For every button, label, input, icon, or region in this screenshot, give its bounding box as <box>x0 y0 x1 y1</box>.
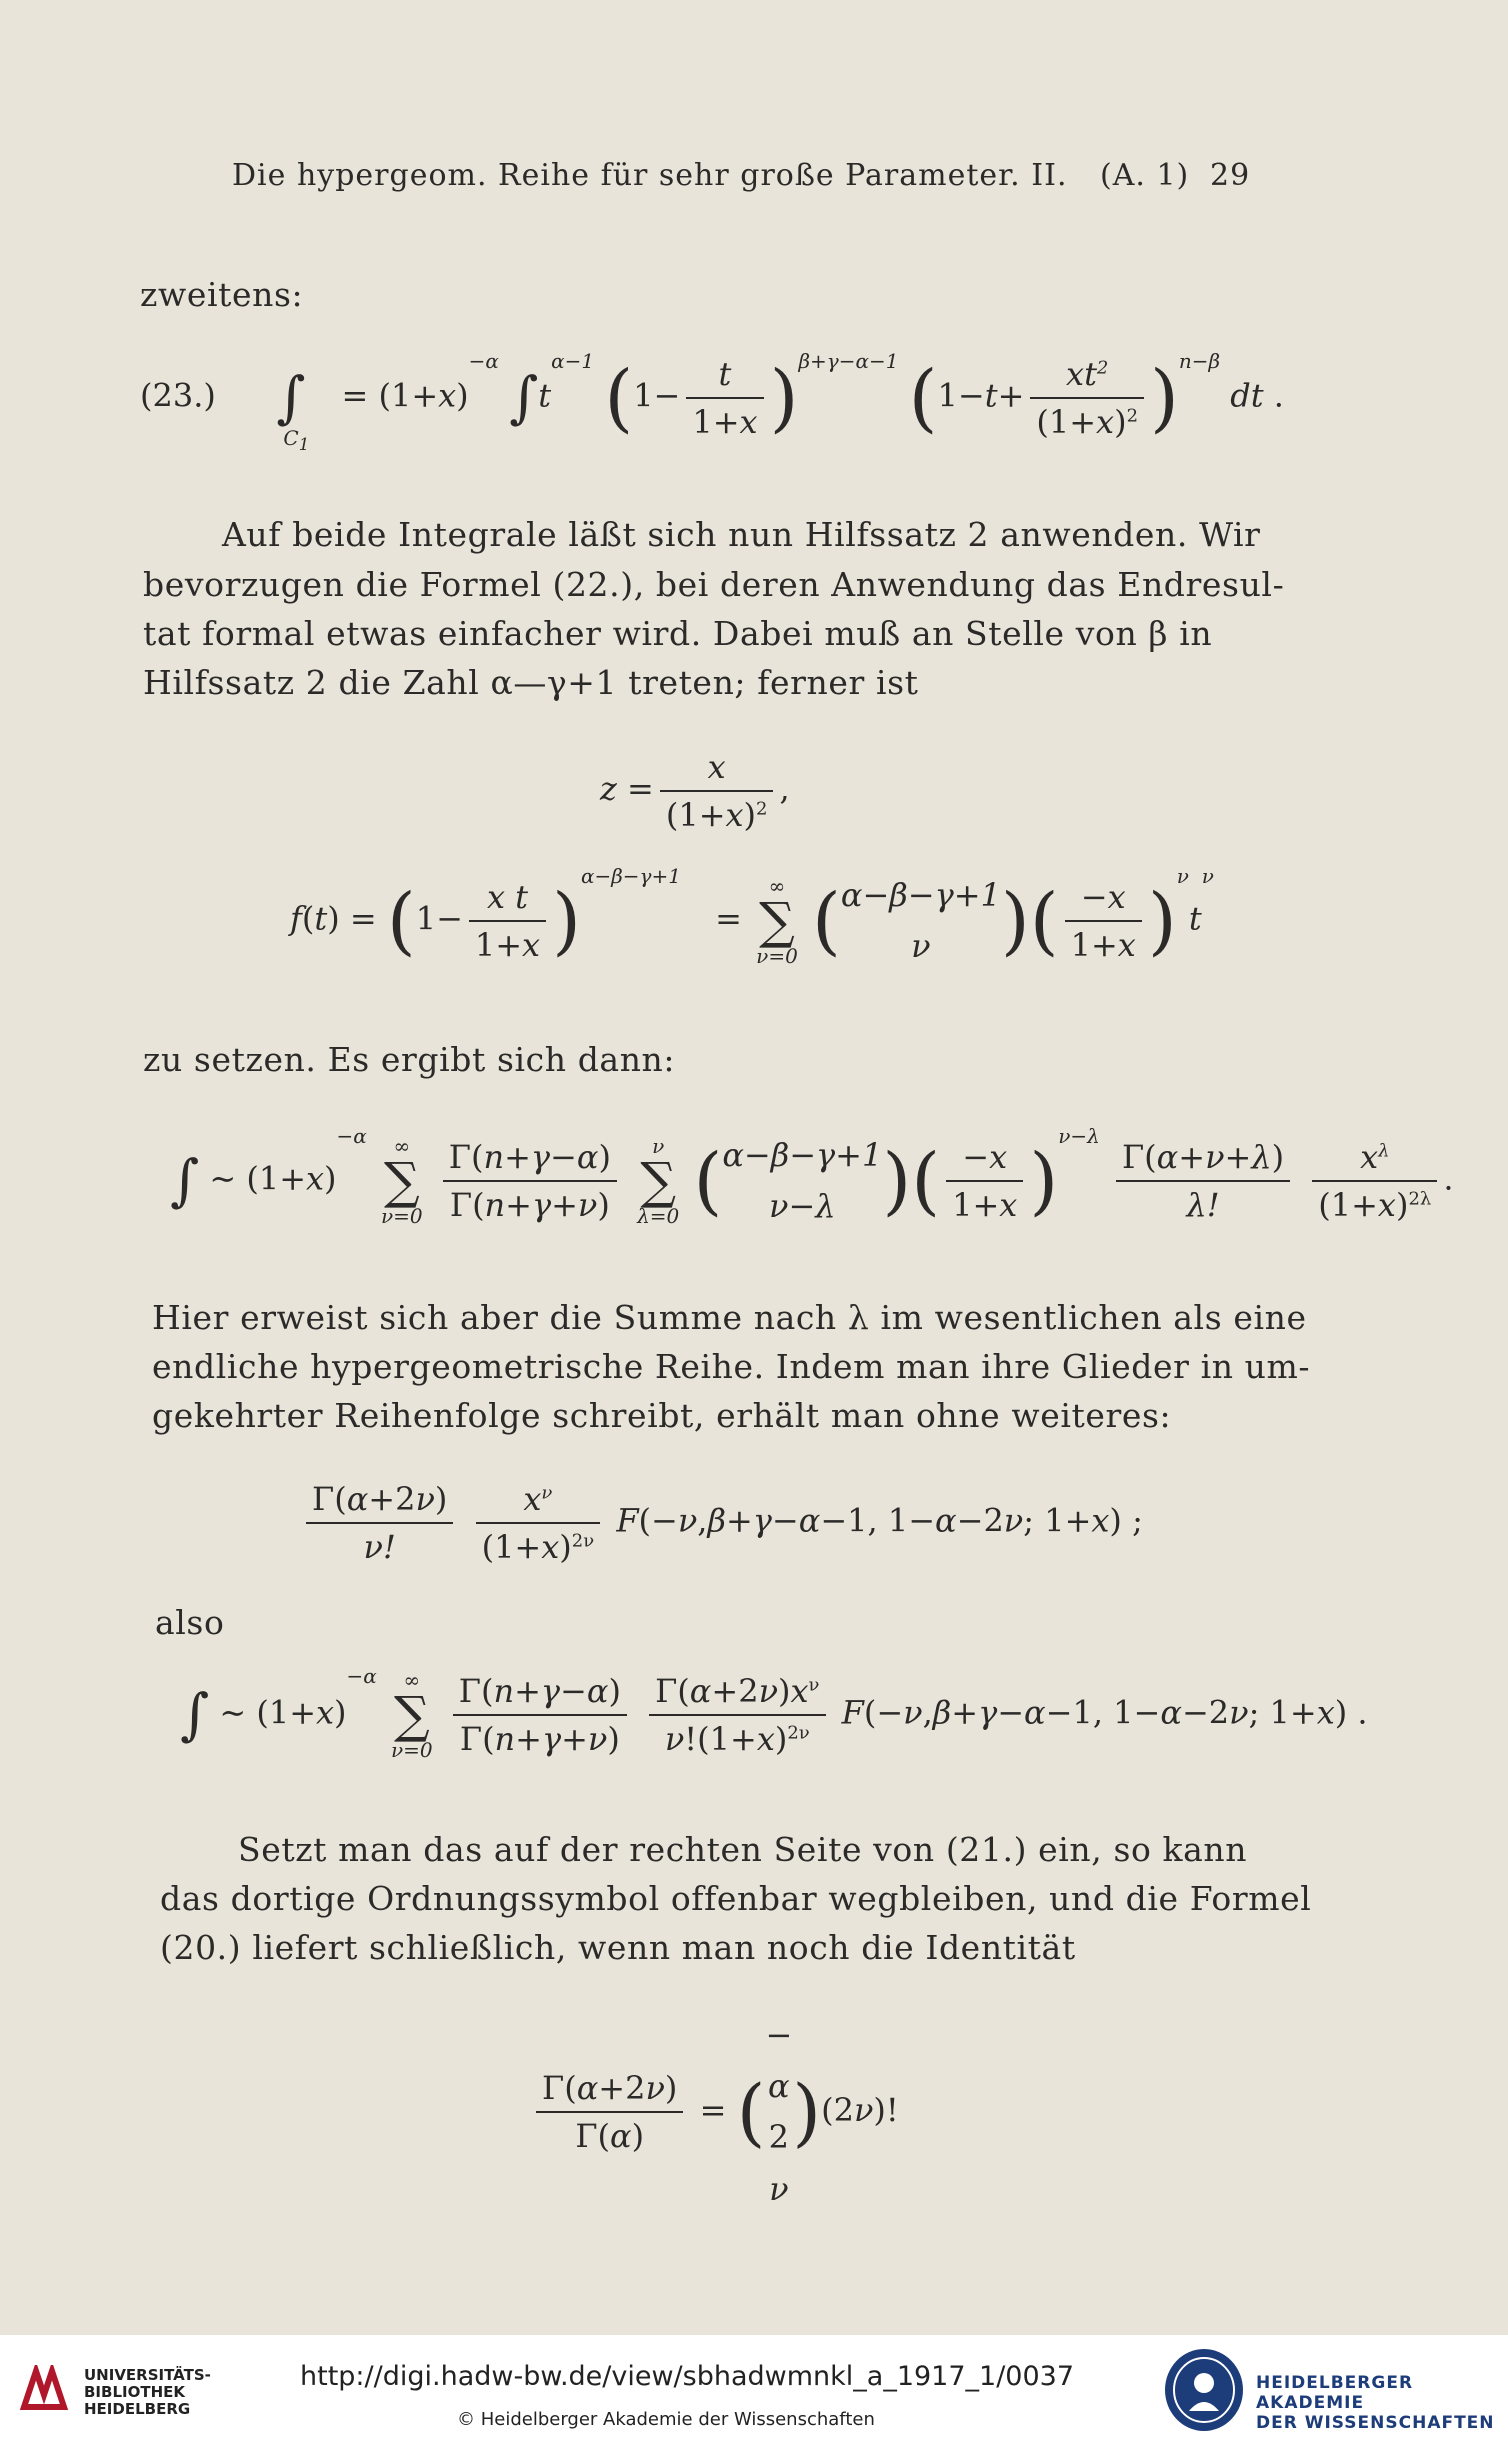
footer-bar <box>0 2335 1508 2446</box>
equation-z: z = $\frac{x}{(1+x)^2}$ , <box>600 748 790 834</box>
library-name: UNIVERSITÄTS- BIBLIOTHEK HEIDELBERG <box>84 2366 211 2418</box>
also-label: also <box>155 1603 225 1642</box>
equation-f: f(t) = (1− $\frac{\text{x t}}{1+x}$ )$^{\alpha-\beta-\gamma+1}$ = ∞ ∑ ν=0 ( α−β−γ+1 ν )( $\frac{-x}{1+x}$ )$^\nu t^\nu$ <box>290 864 1214 969</box>
zweitens-label: zweitens: <box>140 275 304 314</box>
running-title: Die hypergeom. Reihe für sehr große Parameter. II. <box>232 158 1068 193</box>
source-url-link[interactable]: http://digi.hadw-bw.de/view/sbhadwmnkl_a_1917_1/0037 <box>300 2361 1075 2392</box>
para1-line3: tat formal etwas einfacher wird. Dabei muß an Stelle von β in <box>143 614 1213 653</box>
equation-23: (23.) $\int_{C_1} = (1+x)^{-\alpha}$ $\int t^{\alpha-1}$ (1− $\frac{t}{1+x}$ )$^{\beta+\gamma-\alpha-1}$ (1−t+ $\frac{xt^2}{(1+x)^2}$ )$^{n-\beta}$ dt . <box>140 349 1284 454</box>
para1-line2: bevorzugen die Formel (22.), bei deren Anwendung das Endresul- <box>143 565 1285 604</box>
equation-double-sum: ∫ ∼ $(1+x)^{-\alpha}$ ∞ ∑ ν=0 $\frac{\Gamma(n+\gamma-\alpha)}{\Gamma(n+\gamma+\nu)}$ ν ∑ λ=0 ( α−β−γ+1 ν−λ )( $\frac{-x}{1+x}$ )$^{\nu-\lambda}$ $\frac{\Gamma(\alpha+\nu+\lambda)}{\lambda!}$ $\frac{x^\lambda}{(1+x)^{2\lambda}}$ . <box>170 1124 1454 1229</box>
academy-seal-icon <box>1165 2349 1243 2431</box>
para1-line4: Hilfssatz 2 die Zahl α—γ+1 treten; ferner ist <box>143 663 919 702</box>
para2-line3: gekehrter Reihenfolge schreibt, erhält man ohne weiteres: <box>152 1396 1172 1435</box>
para3-line2: das dortige Ordnungssymbol offenbar wegbleiben, und die Formel <box>160 1879 1312 1918</box>
library-logo-icon <box>18 2365 70 2413</box>
equation-final-sum: ∫ ∼ $(1+x)^{-\alpha}$ ∞ ∑ ν=0 $\frac{\Gamma(n+\gamma-\alpha)}{\Gamma(n+\gamma+\nu)}$ $\frac{\Gamma(\alpha+2\nu)x^\nu}{\nu!(1+x)^{2\nu}}$ F(−ν,β+γ−α−1, 1−α−2ν; 1+x) . <box>180 1664 1368 1762</box>
equation-hypergeometric: $\frac{\Gamma(\alpha+2\nu)}{\nu!}$ $\frac{x^\nu}{(1+x)^{2\nu}}$ F(−ν,β+γ−α−1, 1−α−2ν; 1+x) ; <box>300 1480 1143 1566</box>
para1-line1: Auf beide Integrale läßt sich nun Hilfssatz 2 anwenden. Wir <box>222 515 1261 554</box>
para3-line3: (20.) liefert schließlich, wenn man noch die Identität <box>160 1928 1076 1967</box>
academy-name: HEIDELBERGER AKADEMIE DER WISSENSCHAFTEN <box>1256 2373 1495 2433</box>
equation-identity: $\frac{\Gamma(\alpha+2\nu)}{\Gamma(\alpha)}$ = ( − α 2 ν )(2ν)! <box>530 2010 899 2215</box>
page-number: 29 <box>1210 158 1251 193</box>
section-label: (A. 1) <box>1100 158 1190 193</box>
para3-line1: Setzt man das auf der rechten Seite von (21.) ein, so kann <box>238 1830 1248 1869</box>
para2-line1: Hier erweist sich aber die Summe nach λ im wesentlichen als eine <box>152 1298 1307 1337</box>
equation-number: (23.) <box>140 376 216 415</box>
para2-line2: endliche hypergeometrische Reihe. Indem man ihre Glieder in um- <box>152 1347 1311 1386</box>
copyright-text: © Heidelberger Akademie der Wissenschaften <box>457 2409 875 2430</box>
zu-setzen-line: zu setzen. Es ergibt sich dann: <box>143 1040 676 1079</box>
